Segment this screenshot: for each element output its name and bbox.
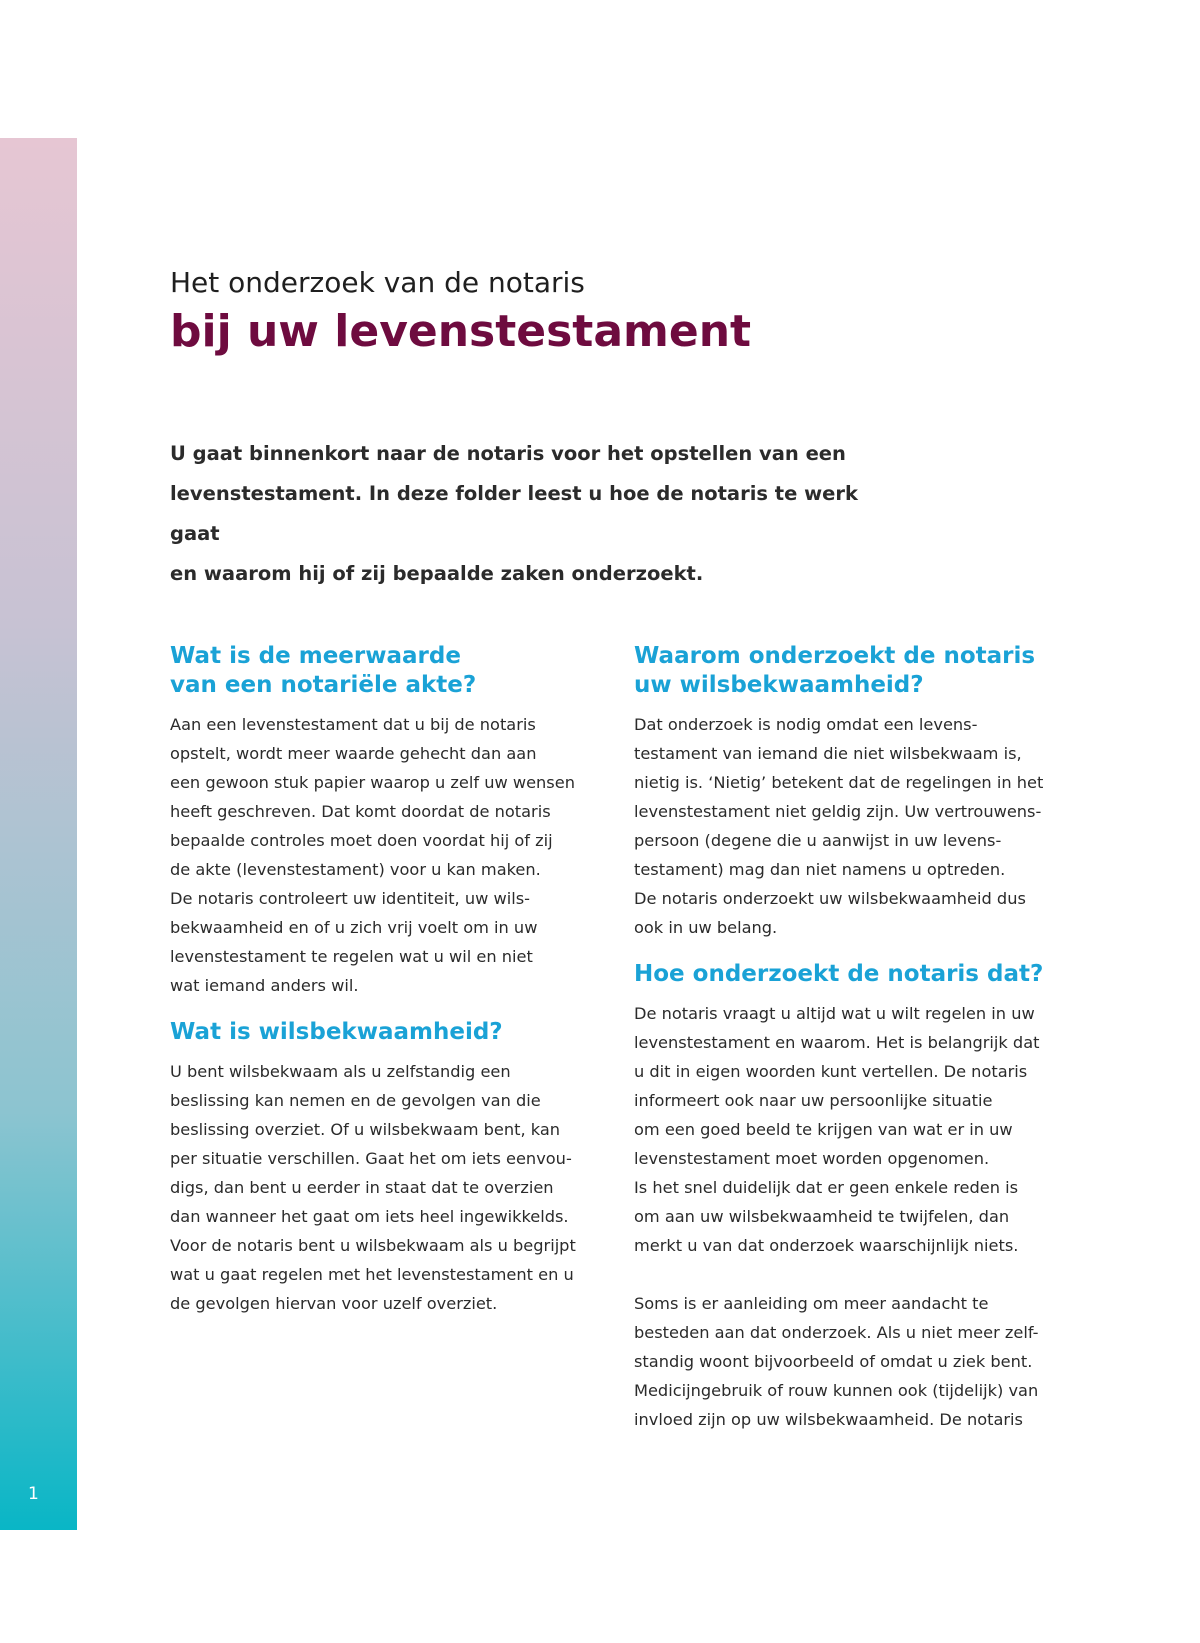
body-line: Voor de notaris bent u wilsbekwaam als u begrijpt [170,1236,576,1255]
intro-line: en waarom hij of zij bepaalde zaken onderzoekt. [170,562,704,585]
intro-paragraph [170,434,910,594]
body-line: levenstestament moet worden opgenomen. [634,1149,990,1168]
body-line: testament) mag dan niet namens u optreden. [634,860,1006,879]
right-column [634,642,1074,1434]
page-number: 1 [28,1484,39,1504]
intro-line: U gaat binnenkort naar de notaris voor het opstellen van een [170,442,846,465]
title-subtitle: Het onderzoek van de notaris [170,266,585,299]
title-block [170,262,1070,360]
section-waarom-onderzoek [634,642,1074,942]
body-line: dan wanneer het gaat om iets heel ingewikkelds. [170,1207,569,1226]
body-line: informeert ook naar uw persoonlijke situatie [634,1091,993,1110]
body-line: levenstestament niet geldig zijn. Uw vertrouwens- [634,802,1042,821]
body-line: Medicijngebruik of rouw kunnen ook (tijdelijk) van [634,1381,1039,1400]
left-column [170,642,610,1318]
intro-line: levenstestament. In deze folder leest u hoe de notaris te werk gaat [170,482,858,545]
body-line: De notaris onderzoekt uw wilsbekwaamheid dus [634,889,1026,908]
body-line: opstelt, wordt meer waarde gehecht dan aan [170,744,537,763]
body-line: u dit in eigen woorden kunt vertellen. De notaris [634,1062,1028,1081]
section-heading [170,642,610,700]
section-heading: Wat is wilsbekwaamheid? [170,1019,503,1045]
body-line: om een goed beeld te krijgen van wat er in uw [634,1120,1013,1139]
body-line: Soms is er aanleiding om meer aandacht te [634,1294,989,1313]
body-line: Dat onderzoek is nodig omdat een levens- [634,715,978,734]
body-line: levenstestament en waarom. Het is belangrijk dat [634,1033,1040,1052]
heading-line: van een notariële akte? [170,672,477,698]
body-line: persoon (degene die u aanwijst in uw levens- [634,831,1002,850]
body-line: ook in uw belang. [634,918,778,937]
body-line: besteden aan dat onderzoek. Als u niet meer zelf- [634,1323,1039,1342]
decorative-gradient-bar [0,138,77,1530]
body-line: De notaris vraagt u altijd wat u wilt regelen in uw [634,1004,1035,1023]
body-line: bekwaamheid en of u zich vrij voelt om in uw [170,918,538,937]
body-line: de akte (levenstestament) voor u kan maken. [170,860,541,879]
body-line: levenstestament te regelen wat u wil en niet [170,947,533,966]
body-line: merkt u van dat onderzoek waarschijnlijk niets. [634,1236,1019,1255]
section-meerwaarde [170,642,610,1000]
body-line: Aan een levenstestament dat u bij de notaris [170,715,536,734]
body-line: een gewoon stuk papier waarop u zelf uw wensen [170,773,575,792]
body-line: beslissing kan nemen en de gevolgen van die [170,1091,541,1110]
body-line: beslissing overziet. Of u wilsbekwaam bent, kan [170,1120,561,1139]
heading-line: uw wilsbekwaamheid? [634,672,924,698]
body-line: heeft geschreven. Dat komt doordat de notaris [170,802,551,821]
body-line: standig woont bijvoorbeeld of omdat u ziek bent. [634,1352,1033,1371]
section-heading: Hoe onderzoekt de notaris dat? [634,961,1044,987]
body-line: U bent wilsbekwaam als u zelfstandig een [170,1062,511,1081]
section-wilsbekwaamheid [170,1018,610,1318]
title-main: bij uw levenstestament [170,306,752,357]
body-line: testament van iemand die niet wilsbekwaam is, [634,744,1022,763]
body-line: nietig is. ‘Nietig’ betekent dat de regelingen in het [634,773,1044,792]
body-line: digs, dan bent u eerder in staat dat te overzien [170,1178,554,1197]
body-line: Is het snel duidelijk dat er geen enkele reden is [634,1178,1019,1197]
section-heading [634,642,1074,700]
heading-line: Wat is de meerwaarde [170,643,461,669]
body-line: wat u gaat regelen met het levenstestament en u [170,1265,574,1284]
body-line: bepaalde controles moet doen voordat hij of zij [170,831,553,850]
section-hoe-onderzoek [634,960,1074,1434]
body-line: om aan uw wilsbekwaamheid te twijfelen, dan [634,1207,1010,1226]
body-line: invloed zijn op uw wilsbekwaamheid. De notaris [634,1410,1023,1429]
body-line: wat iemand anders wil. [170,976,359,995]
body-line: per situatie verschillen. Gaat het om iets eenvou- [170,1149,572,1168]
heading-line: Waarom onderzoekt de notaris [634,643,1036,669]
body-line: de gevolgen hiervan voor uzelf overziet. [170,1294,498,1313]
body-line: De notaris controleert uw identiteit, uw wils- [170,889,530,908]
